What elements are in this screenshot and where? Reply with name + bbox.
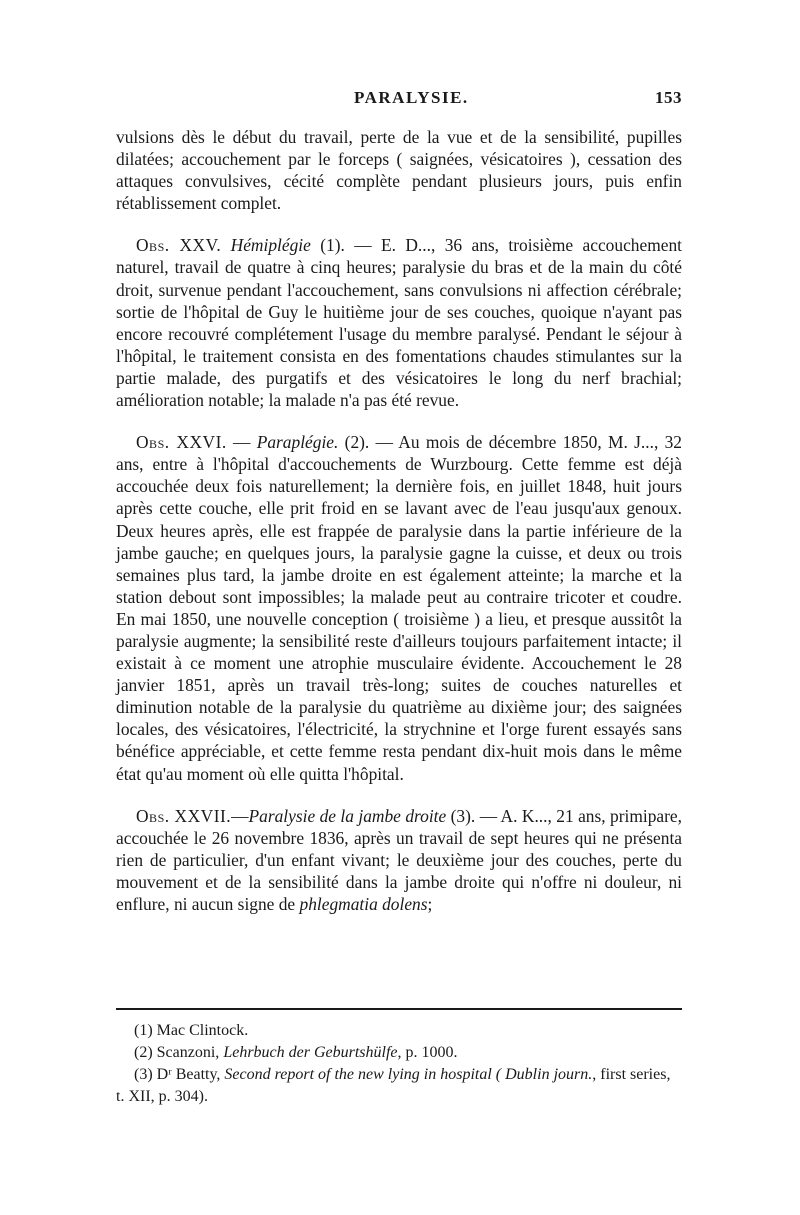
observation-27 [116,805,682,915]
observation-dash: — [231,805,249,826]
observation-text: (2). — Au mois de décembre 1850, M. J..., 32 ans, entre à l'hôpital d'accouchements de Wurzbourg. Cette femme est déjà accouchée deux fois naturellement; la dernière fois, en juillet 1848, huit jours après cette couche, elle prit froid en se lavant avec de l'eau jusqu'aux genoux. Deux heures après, elle est frappée de paralysie dans la partie inférieure de la jambe gauche; en quelques jours, la paralysie gagne la cuisse, et deux ou trois semaines plus tard, la jambe droite en est également atteinte; la marche et la station debout sont impossibles; la malade peut au contraire tricoter et coudre. En mai 1850, une nouvelle conception ( troisième ) a lieu, et presque aussitôt la paralysie augmente; la sensibilité reste d'ailleurs toujours parfaitement intacte; il existait à ce moment une atrophie musculaire évidente. Accouchement le 28 janvier 1851, après un travail très-long; suites de couches naturelles et diminution notable de la paralysie du quatrième au dixième jour; des saignées locales, des vésicatoires, l'électricité, la strychnine et l'orge furent essayés sans bénéfice appréciable, et cette femme resta pendant dix-huit mois dans le même état qu'au moment où elle quitta l'hôpital. [116,432,682,784]
footnote-prefix: (3) Dʳ Beatty, [134,1066,225,1083]
footnote-suffix: , first series, t. XII, p. 304). [116,1066,671,1105]
footnote-title: Lehrbuch der Geburtshülfe [223,1044,398,1061]
footnote-2 [116,1042,682,1064]
observation-term: phlegmatia dolens [299,894,428,914]
observation-title: Paraplégie. [256,432,339,453]
running-title: PARALYSIE. [354,88,469,107]
footnote-rule [116,1008,682,1010]
footnote-1 [116,1020,682,1042]
footnote-text: (1) Mac Clintock. [134,1022,249,1039]
observation-label: Obs. XXVI. [136,432,227,453]
observation-dash: — [226,432,257,453]
observation-title: Paralysie de la jambe droite [248,805,447,826]
observation-label: Obs. XXVII. [136,805,232,826]
footnotes [116,1020,682,1108]
observation-text: (3). — A. K..., 21 ans, primipare, accouchée le 26 novembre 1836, après un travail de sept heures qui ne présenta rien de particulier, d'un enfant vivant; le deuxième jour des couches, perte du mouvement et de la sensibilité dans la jambe droite qui n'offre ni douleur, ni enflure, ni aucun signe de [116,805,682,914]
footnote-prefix: (2) Scanzoni, [134,1044,224,1061]
paragraph-text: vulsions dès le début du travail, perte de la vue et de la sensibilité, pupilles dilatées; accouchement par le forceps ( saignées, vésicatoires ), cessation des attaques convulsives, cécité complète pendant plusieurs jours, puis enfin rétablissement complet. [116,127,682,214]
footnote-title: Second report of the new lying in hospital ( Dublin journ. [224,1066,593,1083]
page-number: 153 [655,88,682,107]
observation-title: Hémiplégie [230,235,311,256]
observation-25 [116,234,682,411]
body-text [116,126,682,915]
running-head [116,88,682,112]
observation-text: 36 ans, troisième accouchement naturel, travail de quatre à cinq heures; paralysie du bras et de la main du côté droit, survenue pendant l'accouchement, sans convulsions ni affection cérébrale; sortie de l'hôpital de Guy le huitième jour de ses couches, quoique n'ayant pas encore recouvré complétement l'usage du membre paralysé. Pendant le séjour à l'hôpital, le traitement consista en des fomentations chaudes stimulantes sur la partie malade, des purgatifs et des vésicatoires le long du nerf brachial; amélioration notable; la malade n'a pas été revue. [116,235,682,411]
footnote-suffix: , p. 1000. [397,1044,458,1061]
paragraph-continuation [116,126,682,214]
observation-label: Obs. XXV. [136,235,222,256]
observation-26 [116,431,682,785]
footnote-3 [116,1064,682,1108]
observation-text-end: ; [427,894,433,914]
observation-reference: (1). — E. D..., [320,235,445,256]
